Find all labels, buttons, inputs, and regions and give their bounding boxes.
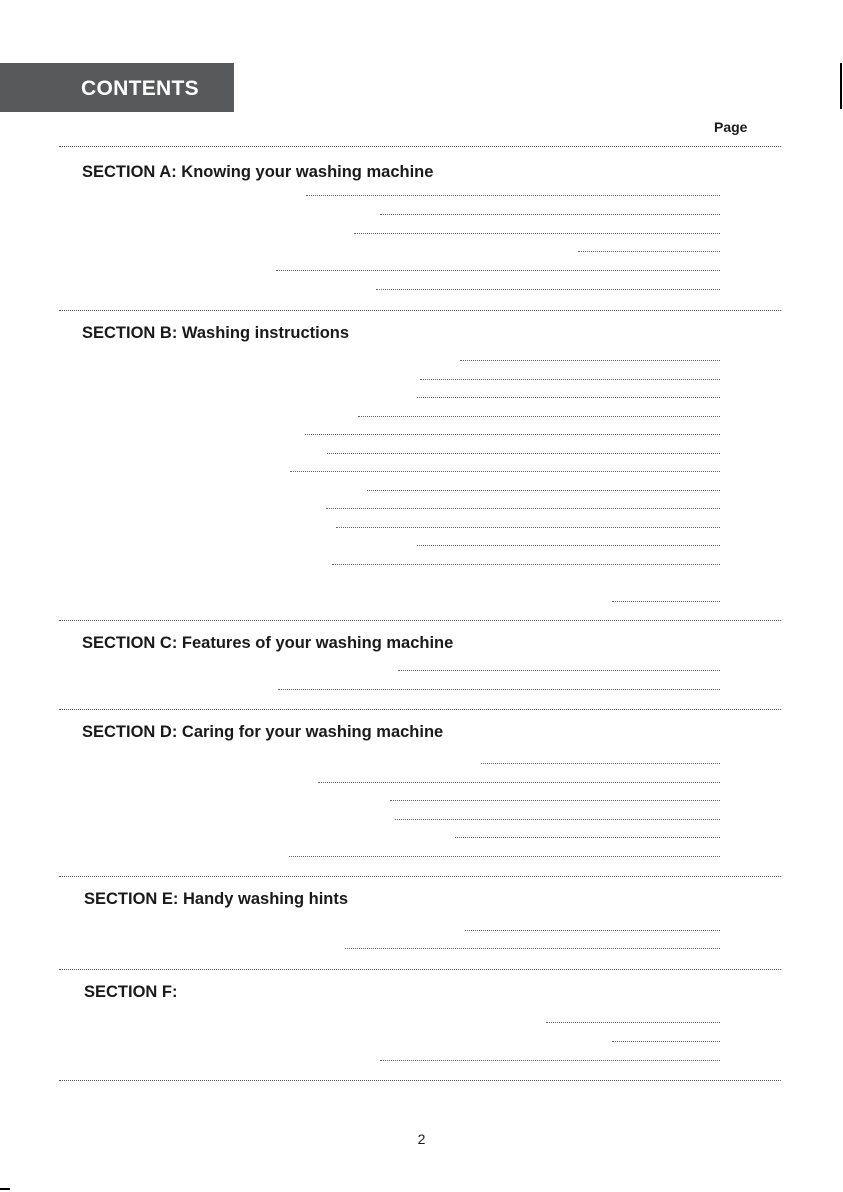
toc-entry-leader bbox=[354, 233, 720, 234]
toc-entry-leader bbox=[358, 416, 720, 417]
toc-entry-leader bbox=[276, 270, 720, 271]
toc-entry-leader bbox=[395, 819, 720, 820]
toc-entry-leader bbox=[332, 564, 720, 565]
toc-entry-leader bbox=[289, 856, 720, 857]
toc-entry-leader bbox=[380, 1060, 720, 1061]
section-divider bbox=[59, 1080, 781, 1081]
toc-entry-leader bbox=[398, 670, 720, 671]
toc-entry-leader bbox=[305, 434, 720, 435]
toc-entry-leader bbox=[327, 453, 720, 454]
toc-entry-leader bbox=[390, 800, 720, 801]
toc-entry-leader bbox=[481, 763, 720, 764]
toc-entry-leader bbox=[420, 379, 720, 380]
section-divider bbox=[59, 876, 781, 877]
section-c-title: SECTION C: Features of your washing machine bbox=[82, 634, 454, 652]
toc-entry-leader bbox=[612, 1041, 720, 1042]
crop-mark bbox=[0, 1188, 10, 1190]
page-column-label: Page bbox=[714, 119, 748, 135]
toc-entry-leader bbox=[546, 1022, 720, 1023]
page-number: 2 bbox=[417, 1131, 426, 1147]
toc-entry-leader bbox=[417, 545, 720, 546]
section-f-title: SECTION F: bbox=[84, 983, 178, 1001]
toc-entry-leader bbox=[318, 782, 720, 783]
section-divider bbox=[59, 146, 781, 147]
toc-entry-leader bbox=[612, 601, 720, 602]
toc-entry-leader bbox=[326, 508, 720, 509]
toc-entry-leader bbox=[306, 195, 720, 196]
section-divider bbox=[59, 709, 781, 710]
section-b-title: SECTION B: Washing instructions bbox=[82, 324, 350, 342]
section-divider bbox=[59, 310, 781, 311]
contents-banner bbox=[0, 63, 234, 112]
toc-entry-leader bbox=[465, 930, 720, 931]
toc-entry-leader bbox=[578, 251, 720, 252]
toc-entry-leader bbox=[290, 471, 720, 472]
section-a-title: SECTION A: Knowing your washing machine bbox=[82, 163, 434, 181]
toc-entry-leader bbox=[376, 289, 720, 290]
section-e-title: SECTION E: Handy washing hints bbox=[84, 890, 349, 908]
section-divider bbox=[59, 620, 781, 621]
toc-entry-leader bbox=[380, 214, 720, 215]
toc-entry-leader bbox=[455, 837, 720, 838]
toc-entry-leader bbox=[367, 490, 720, 491]
toc-entry-leader bbox=[345, 948, 720, 949]
contents-title: CONTENTS bbox=[81, 77, 199, 100]
section-d-title: SECTION D: Caring for your washing machine bbox=[82, 723, 444, 741]
section-divider bbox=[59, 969, 781, 970]
toc-entry-leader bbox=[460, 360, 720, 361]
toc-entry-leader bbox=[417, 397, 720, 398]
toc-entry-leader bbox=[278, 689, 720, 690]
toc-entry-leader bbox=[336, 527, 720, 528]
crop-mark bbox=[840, 63, 842, 109]
